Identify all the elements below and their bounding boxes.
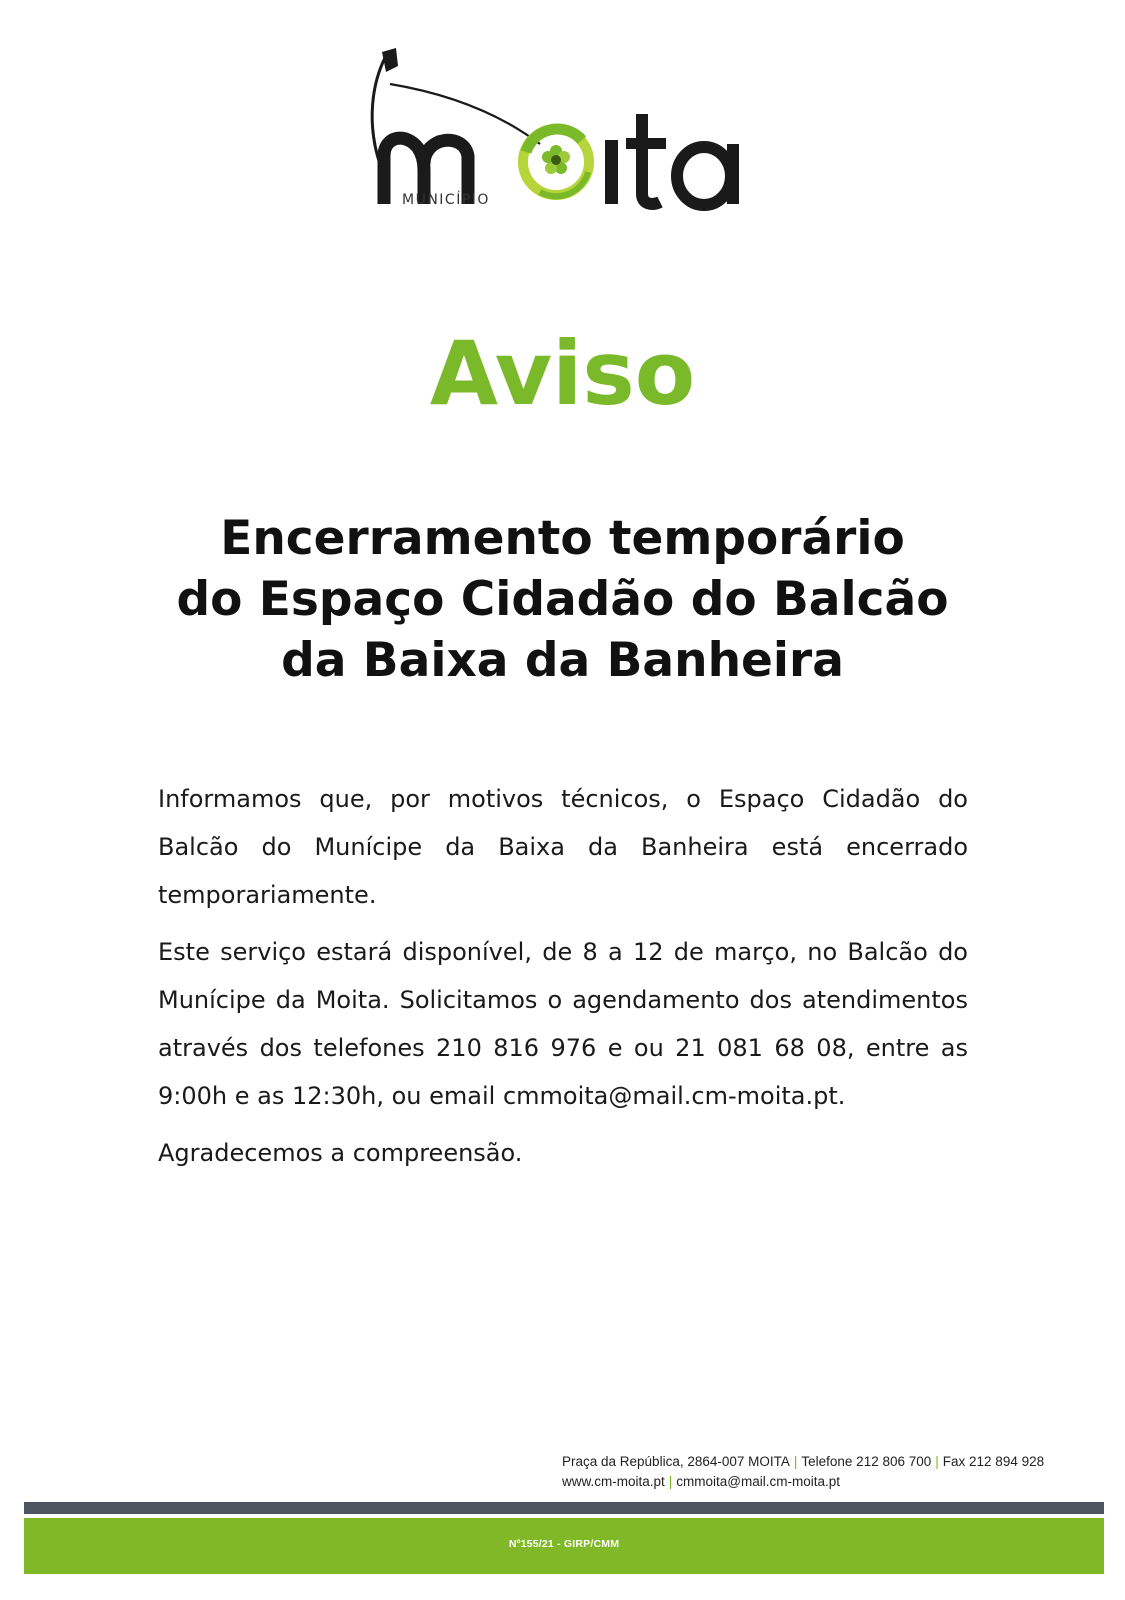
notice-body: [158, 775, 968, 1186]
footer-separator: |: [935, 1454, 939, 1469]
footer-line-2: [562, 1472, 1044, 1492]
body-paragraph: Informamos que, por motivos técnicos, o Espaço Cidadão do Balcão do Munícipe da Baixa da Banheira está encerrado temporariamente.: [158, 785, 968, 909]
footer-line-1: [562, 1452, 1044, 1472]
subtitle-line: Encerramento temporário: [220, 511, 905, 566]
logo-caption: MUNICÍPIO: [402, 192, 490, 208]
document-reference: Nº155/21 - GIRP/CMM: [508, 1538, 620, 1550]
footer-website-link[interactable]: www.cm-moita.pt: [562, 1474, 665, 1489]
footer-email-link[interactable]: cmmoita@mail.cm-moita.pt: [676, 1474, 841, 1489]
body-paragraph: Agradecemos a compreensão.: [158, 1139, 523, 1167]
notice-subtitle: [0, 508, 1125, 691]
footer-separator: |: [793, 1454, 798, 1469]
notice-title: Aviso: [429, 322, 696, 425]
footer-phone: Telefone 212 806 700: [801, 1454, 932, 1469]
municipio-moita-logo: [360, 44, 760, 224]
footer-address: Praça da República, 2864-007 MOITA: [562, 1454, 790, 1469]
footer-fax: Fax 212 894 928: [942, 1454, 1045, 1469]
footer-contacts: [562, 1452, 1044, 1492]
footer-separator: |: [668, 1474, 673, 1489]
footer-green-bar: [24, 1518, 1104, 1574]
subtitle-line: do Espaço Cidadão do Balcão: [176, 572, 949, 627]
footer-gray-bar: [24, 1502, 1104, 1514]
subtitle-line: da Baixa da Banheira: [281, 633, 844, 688]
body-paragraph: Este serviço estará disponível, de 8 a 12 de março, no Balcão do Munícipe da Moita. Solicitamos o agendamento dos atendimentos através dos telefones 210 816 976 e ou 21 081 68 08, entre as 9:00h e as 12:30h, ou email cmmoita@mail.cm-moita.pt.: [158, 938, 968, 1110]
